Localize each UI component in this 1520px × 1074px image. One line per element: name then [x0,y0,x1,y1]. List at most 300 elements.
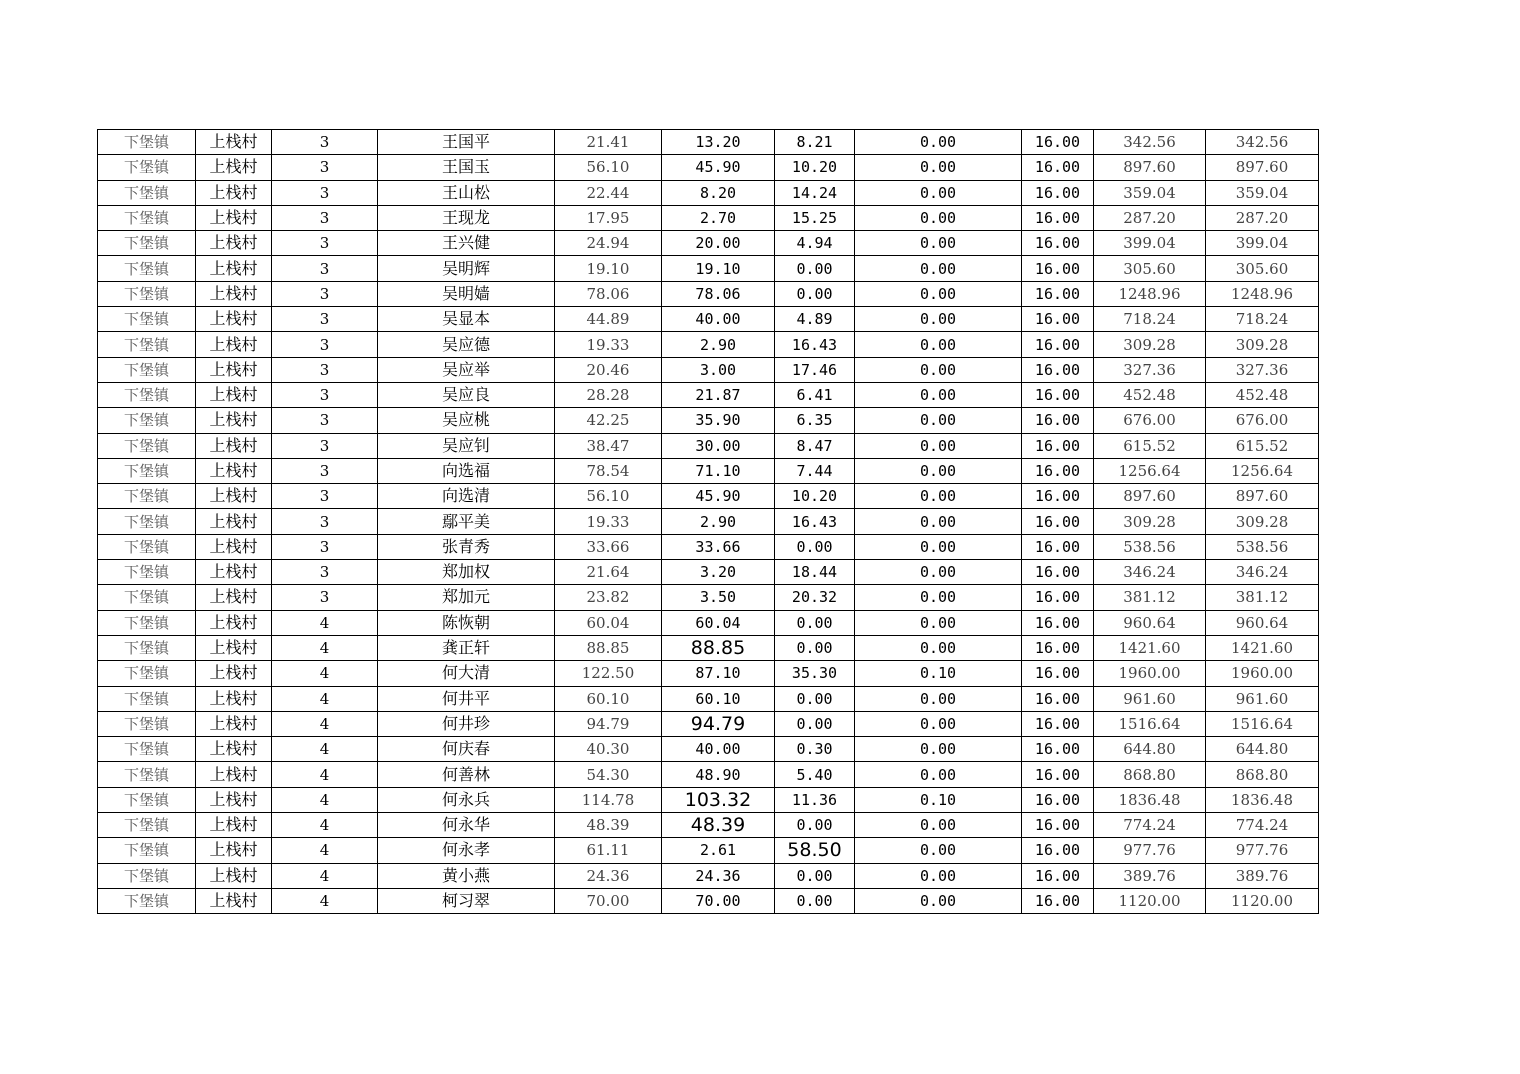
cell-group: 3 [272,307,378,332]
cell-village: 上栈村 [196,838,272,863]
cell-town: 下堡镇 [98,256,196,281]
cell-total-area: 42.25 [555,408,662,433]
cell-name: 郑加权 [378,560,555,585]
cell-amount-2: 309.28 [1206,509,1319,534]
cell-area-a: 2.90 [662,509,775,534]
cell-name: 黄小燕 [378,863,555,888]
cell-amount-2: 287.20 [1206,205,1319,230]
cell-area-c: 0.00 [855,205,1022,230]
cell-rate: 16.00 [1022,382,1094,407]
cell-total-area: 33.66 [555,534,662,559]
cell-area-a: 60.10 [662,686,775,711]
cell-name: 何善林 [378,762,555,787]
cell-total-area: 17.95 [555,205,662,230]
table-row [98,711,1319,736]
cell-group: 3 [272,130,378,155]
table-row [98,281,1319,306]
cell-town: 下堡镇 [98,357,196,382]
cell-amount-2: 644.80 [1206,737,1319,762]
cell-amount-2: 1516.64 [1206,711,1319,736]
cell-amount-2: 399.04 [1206,231,1319,256]
cell-rate: 16.00 [1022,585,1094,610]
cell-village: 上栈村 [196,711,272,736]
cell-amount-1: 327.36 [1094,357,1206,382]
cell-area-a: 103.32 [662,787,775,812]
cell-area-c: 0.00 [855,534,1022,559]
cell-group: 4 [272,661,378,686]
cell-area-a: 60.04 [662,610,775,635]
cell-amount-2: 676.00 [1206,408,1319,433]
cell-name: 吴显本 [378,307,555,332]
cell-group: 4 [272,787,378,812]
cell-town: 下堡镇 [98,155,196,180]
cell-group: 3 [272,433,378,458]
cell-village: 上栈村 [196,787,272,812]
cell-village: 上栈村 [196,458,272,483]
cell-area-a: 30.00 [662,433,775,458]
cell-area-a: 70.00 [662,888,775,913]
cell-village: 上栈村 [196,484,272,509]
cell-group: 3 [272,332,378,357]
cell-amount-2: 960.64 [1206,610,1319,635]
cell-group: 3 [272,357,378,382]
cell-town: 下堡镇 [98,534,196,559]
cell-amount-1: 399.04 [1094,231,1206,256]
cell-name: 吴明嫱 [378,281,555,306]
cell-amount-2: 327.36 [1206,357,1319,382]
cell-town: 下堡镇 [98,686,196,711]
cell-amount-1: 1120.00 [1094,888,1206,913]
cell-town: 下堡镇 [98,458,196,483]
cell-amount-2: 538.56 [1206,534,1319,559]
table-row [98,332,1319,357]
cell-total-area: 40.30 [555,737,662,762]
cell-area-b: 16.43 [775,332,855,357]
cell-group: 4 [272,888,378,913]
cell-rate: 16.00 [1022,610,1094,635]
cell-area-c: 0.00 [855,762,1022,787]
cell-total-area: 44.89 [555,307,662,332]
cell-village: 上栈村 [196,635,272,660]
cell-area-b: 0.00 [775,281,855,306]
cell-group: 3 [272,408,378,433]
cell-rate: 16.00 [1022,560,1094,585]
cell-amount-1: 342.56 [1094,130,1206,155]
cell-total-area: 48.39 [555,813,662,838]
cell-town: 下堡镇 [98,560,196,585]
cell-rate: 16.00 [1022,155,1094,180]
cell-village: 上栈村 [196,888,272,913]
cell-group: 3 [272,484,378,509]
cell-name: 向选福 [378,458,555,483]
cell-area-b: 11.36 [775,787,855,812]
cell-village: 上栈村 [196,408,272,433]
cell-area-b: 0.00 [775,686,855,711]
cell-name: 王国玉 [378,155,555,180]
cell-area-a: 24.36 [662,863,775,888]
cell-area-c: 0.00 [855,458,1022,483]
cell-rate: 16.00 [1022,205,1094,230]
cell-amount-1: 961.60 [1094,686,1206,711]
cell-village: 上栈村 [196,256,272,281]
cell-name: 何庆春 [378,737,555,762]
cell-village: 上栈村 [196,534,272,559]
cell-village: 上栈村 [196,382,272,407]
cell-amount-1: 287.20 [1094,205,1206,230]
cell-village: 上栈村 [196,307,272,332]
cell-town: 下堡镇 [98,509,196,534]
cell-area-a: 35.90 [662,408,775,433]
cell-amount-1: 359.04 [1094,180,1206,205]
cell-name: 何大清 [378,661,555,686]
cell-total-area: 19.33 [555,332,662,357]
cell-area-c: 0.00 [855,838,1022,863]
cell-rate: 16.00 [1022,408,1094,433]
cell-area-c: 0.00 [855,281,1022,306]
table-row [98,458,1319,483]
cell-amount-1: 868.80 [1094,762,1206,787]
cell-group: 3 [272,534,378,559]
cell-rate: 16.00 [1022,484,1094,509]
cell-area-b: 4.89 [775,307,855,332]
cell-rate: 16.00 [1022,307,1094,332]
cell-amount-2: 774.24 [1206,813,1319,838]
cell-amount-1: 960.64 [1094,610,1206,635]
cell-area-a: 21.87 [662,382,775,407]
cell-total-area: 24.94 [555,231,662,256]
cell-amount-2: 1120.00 [1206,888,1319,913]
cell-amount-2: 615.52 [1206,433,1319,458]
cell-amount-2: 389.76 [1206,863,1319,888]
table-row [98,130,1319,155]
cell-area-c: 0.00 [855,130,1022,155]
cell-town: 下堡镇 [98,635,196,660]
cell-village: 上栈村 [196,357,272,382]
cell-name: 王兴健 [378,231,555,256]
cell-rate: 16.00 [1022,256,1094,281]
cell-name: 何永兵 [378,787,555,812]
table-row [98,661,1319,686]
cell-town: 下堡镇 [98,281,196,306]
cell-total-area: 60.10 [555,686,662,711]
cell-area-a: 13.20 [662,130,775,155]
cell-area-b: 0.00 [775,610,855,635]
cell-total-area: 24.36 [555,863,662,888]
cell-area-c: 0.00 [855,560,1022,585]
cell-area-b: 0.00 [775,635,855,660]
cell-total-area: 122.50 [555,661,662,686]
cell-area-b: 17.46 [775,357,855,382]
cell-total-area: 56.10 [555,484,662,509]
cell-total-area: 56.10 [555,155,662,180]
cell-name: 何永孝 [378,838,555,863]
cell-group: 3 [272,382,378,407]
cell-area-a: 94.79 [662,711,775,736]
cell-area-c: 0.00 [855,888,1022,913]
cell-area-b: 6.35 [775,408,855,433]
cell-area-b: 0.00 [775,534,855,559]
cell-village: 上栈村 [196,332,272,357]
cell-group: 4 [272,737,378,762]
table-row [98,610,1319,635]
table-row [98,256,1319,281]
cell-total-area: 19.33 [555,509,662,534]
cell-name: 王现龙 [378,205,555,230]
cell-amount-1: 615.52 [1094,433,1206,458]
cell-amount-1: 381.12 [1094,585,1206,610]
cell-area-c: 0.00 [855,686,1022,711]
cell-amount-1: 977.76 [1094,838,1206,863]
cell-area-c: 0.00 [855,737,1022,762]
cell-village: 上栈村 [196,863,272,888]
cell-name: 鄢平美 [378,509,555,534]
cell-amount-2: 309.28 [1206,332,1319,357]
cell-area-b: 4.94 [775,231,855,256]
cell-rate: 16.00 [1022,130,1094,155]
cell-area-b: 0.00 [775,813,855,838]
cell-total-area: 22.44 [555,180,662,205]
cell-total-area: 28.28 [555,382,662,407]
cell-amount-1: 1256.64 [1094,458,1206,483]
cell-name: 王国平 [378,130,555,155]
cell-rate: 16.00 [1022,888,1094,913]
cell-village: 上栈村 [196,180,272,205]
cell-village: 上栈村 [196,610,272,635]
cell-rate: 16.00 [1022,838,1094,863]
cell-area-c: 0.00 [855,382,1022,407]
cell-name: 吴应德 [378,332,555,357]
cell-area-a: 48.90 [662,762,775,787]
cell-area-a: 19.10 [662,256,775,281]
cell-name: 陈恢朝 [378,610,555,635]
cell-area-c: 0.00 [855,180,1022,205]
table-body [98,130,1319,914]
cell-area-c: 0.00 [855,585,1022,610]
cell-total-area: 94.79 [555,711,662,736]
cell-group: 4 [272,863,378,888]
table-row [98,585,1319,610]
cell-rate: 16.00 [1022,635,1094,660]
cell-area-a: 20.00 [662,231,775,256]
cell-group: 4 [272,762,378,787]
cell-area-b: 16.43 [775,509,855,534]
cell-village: 上栈村 [196,155,272,180]
cell-town: 下堡镇 [98,661,196,686]
cell-amount-1: 1516.64 [1094,711,1206,736]
cell-area-c: 0.00 [855,231,1022,256]
cell-town: 下堡镇 [98,382,196,407]
cell-area-c: 0.00 [855,307,1022,332]
cell-town: 下堡镇 [98,737,196,762]
table-row [98,787,1319,812]
cell-amount-2: 1960.00 [1206,661,1319,686]
table-row [98,433,1319,458]
cell-amount-1: 897.60 [1094,155,1206,180]
cell-total-area: 38.47 [555,433,662,458]
cell-amount-1: 538.56 [1094,534,1206,559]
cell-village: 上栈村 [196,231,272,256]
cell-area-c: 0.00 [855,332,1022,357]
cell-town: 下堡镇 [98,231,196,256]
cell-total-area: 114.78 [555,787,662,812]
cell-amount-1: 644.80 [1094,737,1206,762]
cell-amount-2: 346.24 [1206,560,1319,585]
cell-town: 下堡镇 [98,332,196,357]
cell-name: 向选清 [378,484,555,509]
cell-total-area: 78.06 [555,281,662,306]
cell-town: 下堡镇 [98,888,196,913]
cell-total-area: 88.85 [555,635,662,660]
cell-town: 下堡镇 [98,838,196,863]
cell-area-c: 0.00 [855,408,1022,433]
cell-area-a: 45.90 [662,155,775,180]
cell-village: 上栈村 [196,509,272,534]
table-row [98,382,1319,407]
cell-group: 4 [272,813,378,838]
cell-amount-2: 381.12 [1206,585,1319,610]
cell-amount-1: 676.00 [1094,408,1206,433]
cell-village: 上栈村 [196,813,272,838]
cell-rate: 16.00 [1022,813,1094,838]
cell-rate: 16.00 [1022,686,1094,711]
cell-rate: 16.00 [1022,458,1094,483]
cell-area-a: 2.70 [662,205,775,230]
cell-total-area: 54.30 [555,762,662,787]
cell-village: 上栈村 [196,762,272,787]
cell-total-area: 20.46 [555,357,662,382]
cell-area-c: 0.00 [855,509,1022,534]
cell-town: 下堡镇 [98,610,196,635]
cell-village: 上栈村 [196,281,272,306]
cell-amount-1: 346.24 [1094,560,1206,585]
cell-total-area: 60.04 [555,610,662,635]
cell-area-b: 8.47 [775,433,855,458]
cell-amount-1: 1960.00 [1094,661,1206,686]
cell-area-a: 2.61 [662,838,775,863]
cell-town: 下堡镇 [98,484,196,509]
cell-town: 下堡镇 [98,433,196,458]
cell-area-b: 14.24 [775,180,855,205]
cell-area-a: 8.20 [662,180,775,205]
cell-total-area: 78.54 [555,458,662,483]
cell-area-a: 2.90 [662,332,775,357]
table-row [98,484,1319,509]
cell-group: 4 [272,838,378,863]
table-row [98,888,1319,913]
table-row [98,534,1319,559]
cell-name: 何永华 [378,813,555,838]
cell-area-b: 7.44 [775,458,855,483]
cell-area-b: 5.40 [775,762,855,787]
cell-area-b: 15.25 [775,205,855,230]
cell-amount-1: 1248.96 [1094,281,1206,306]
cell-amount-1: 309.28 [1094,332,1206,357]
cell-amount-1: 897.60 [1094,484,1206,509]
cell-rate: 16.00 [1022,534,1094,559]
cell-total-area: 21.41 [555,130,662,155]
cell-village: 上栈村 [196,433,272,458]
cell-group: 3 [272,560,378,585]
cell-area-c: 0.10 [855,661,1022,686]
cell-area-a: 71.10 [662,458,775,483]
cell-amount-2: 897.60 [1206,155,1319,180]
cell-total-area: 21.64 [555,560,662,585]
cell-area-a: 3.20 [662,560,775,585]
cell-rate: 16.00 [1022,433,1094,458]
cell-amount-2: 1256.64 [1206,458,1319,483]
cell-name: 吴应举 [378,357,555,382]
cell-town: 下堡镇 [98,205,196,230]
cell-town: 下堡镇 [98,787,196,812]
cell-amount-2: 452.48 [1206,382,1319,407]
table-row [98,762,1319,787]
table-row [98,180,1319,205]
cell-area-b: 58.50 [775,838,855,863]
cell-village: 上栈村 [196,560,272,585]
cell-area-a: 3.00 [662,357,775,382]
cell-area-c: 0.00 [855,813,1022,838]
cell-group: 3 [272,281,378,306]
cell-area-b: 35.30 [775,661,855,686]
cell-area-b: 0.00 [775,711,855,736]
data-table [97,129,1319,914]
cell-town: 下堡镇 [98,813,196,838]
cell-name: 吴应良 [378,382,555,407]
cell-rate: 16.00 [1022,762,1094,787]
cell-amount-1: 309.28 [1094,509,1206,534]
cell-amount-2: 342.56 [1206,130,1319,155]
cell-town: 下堡镇 [98,585,196,610]
cell-amount-2: 1836.48 [1206,787,1319,812]
cell-area-c: 0.00 [855,484,1022,509]
cell-group: 3 [272,458,378,483]
cell-total-area: 23.82 [555,585,662,610]
table-row [98,737,1319,762]
cell-amount-2: 1421.60 [1206,635,1319,660]
cell-area-c: 0.00 [855,610,1022,635]
cell-group: 4 [272,610,378,635]
cell-area-c: 0.10 [855,787,1022,812]
cell-area-c: 0.00 [855,256,1022,281]
cell-group: 3 [272,256,378,281]
cell-area-a: 33.66 [662,534,775,559]
cell-rate: 16.00 [1022,661,1094,686]
cell-amount-1: 718.24 [1094,307,1206,332]
cell-group: 4 [272,635,378,660]
cell-total-area: 70.00 [555,888,662,913]
table-row [98,838,1319,863]
cell-group: 4 [272,686,378,711]
table-row [98,635,1319,660]
cell-area-b: 0.00 [775,256,855,281]
cell-area-c: 0.00 [855,357,1022,382]
table-row [98,509,1319,534]
cell-village: 上栈村 [196,585,272,610]
cell-group: 3 [272,155,378,180]
cell-rate: 16.00 [1022,231,1094,256]
table-row [98,307,1319,332]
cell-area-a: 45.90 [662,484,775,509]
cell-village: 上栈村 [196,737,272,762]
cell-rate: 16.00 [1022,180,1094,205]
cell-amount-2: 897.60 [1206,484,1319,509]
cell-area-c: 0.00 [855,711,1022,736]
cell-town: 下堡镇 [98,762,196,787]
cell-area-a: 3.50 [662,585,775,610]
cell-rate: 16.00 [1022,787,1094,812]
table-row [98,155,1319,180]
cell-rate: 16.00 [1022,332,1094,357]
